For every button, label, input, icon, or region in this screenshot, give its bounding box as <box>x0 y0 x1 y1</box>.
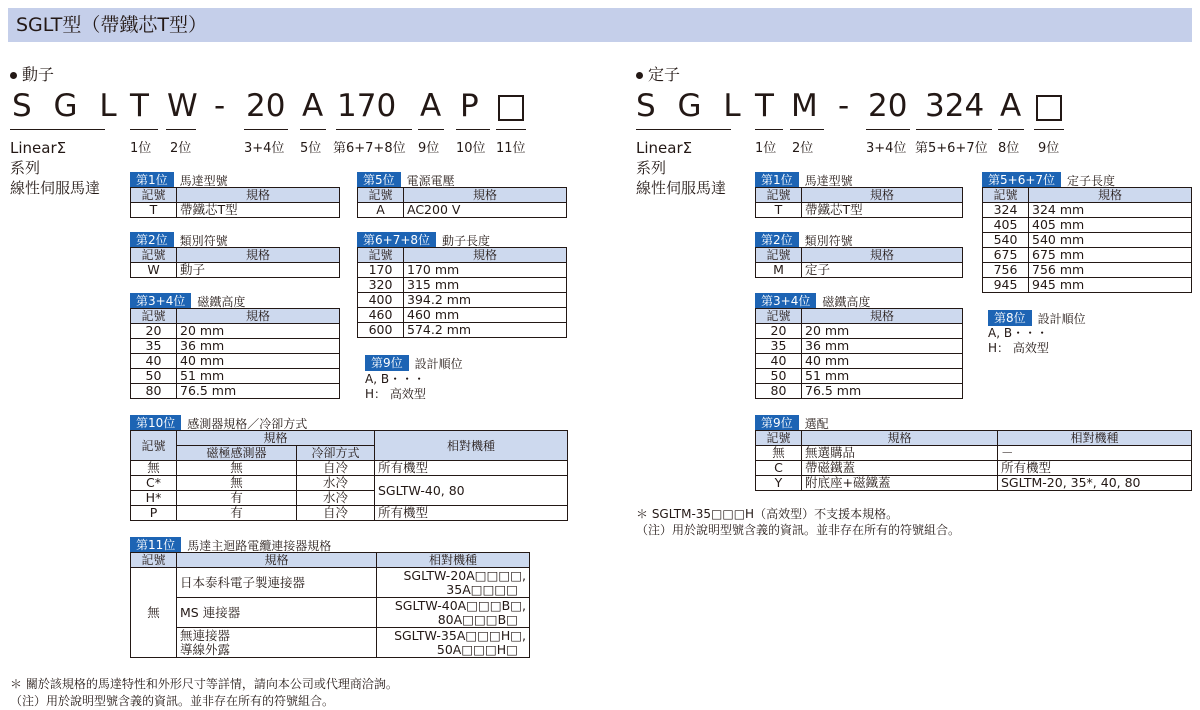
badge: 第6+7+8位 <box>357 232 436 248</box>
table-row: 50 51 mm <box>756 369 963 384</box>
badge: 第2位 <box>130 232 174 248</box>
pos-label-2: 2位 <box>792 141 814 156</box>
table-row: 無連接器 導線外露 SGLTW-35A□□□H□, 50A□□□H□ <box>131 628 530 658</box>
table-pos34: 記號 規格 20 20 mm 35 36 mm 40 40 mm 50 51 mm 80 76.5 mm <box>755 308 963 399</box>
table-row: 80 76.5 mm <box>756 384 963 399</box>
section-label: 動子 <box>22 65 55 84</box>
table-row: 400 394.2 mm <box>358 293 567 308</box>
badge: 第9位 <box>365 355 409 371</box>
footnote-2: （注）用於說明型號含義的資訊。並非存在所有的符號組合。 <box>636 523 961 537</box>
code-pos34: 20 <box>868 88 908 124</box>
badge: 第10位 <box>130 415 181 431</box>
code-pos9-box <box>1036 95 1062 122</box>
pos-label-11: 11位 <box>496 141 526 156</box>
design-order-notes: A, B・・・ H： 高效型 <box>988 326 1049 355</box>
table-row: C 帶磁鐵蓋 所有機型 <box>756 461 1192 476</box>
badge: 第3+4位 <box>755 293 816 309</box>
table-title: 磁鐵高度 <box>822 295 871 309</box>
table-row: 20 20 mm <box>131 324 340 339</box>
table-pos9: 記號 規格 相對機種 無 無選購品 － C 帶磁鐵蓋 所有機型 Y 附底座+磁鐵蓋 SGLTM-20, 35*, 40, 80 <box>755 430 1192 491</box>
table-pos567: 記號 規格 324 324 mm 405 405 mm 540 540 mm 675 675 mm 756 756 mm 945 945 mm <box>982 187 1192 293</box>
code-series: S G L <box>12 88 123 124</box>
page-title: SGLT型（帶鐵芯T型） <box>8 8 1192 42</box>
badge: 第2位 <box>755 232 799 248</box>
table-row: 405 405 mm <box>983 218 1192 233</box>
badge: 第1位 <box>755 172 799 188</box>
badge: 第11位 <box>130 537 181 553</box>
code-pos2: W <box>167 88 198 124</box>
bullet-icon <box>10 72 17 79</box>
table-row: 50 51 mm <box>131 369 340 384</box>
table-title: 類別符號 <box>179 234 228 248</box>
code-pos11-box <box>498 95 524 122</box>
table-title-pos9 <box>365 355 463 372</box>
code-pos5: A <box>302 88 324 124</box>
series-line2: 系列 <box>10 159 41 177</box>
table-row: 675 675 mm <box>983 248 1192 263</box>
series-line3: 線性伺服馬達 <box>10 179 101 197</box>
table-row: 320 315 mm <box>358 278 567 293</box>
table-title: 馬達型號 <box>804 174 853 188</box>
table-pos11: 記號 規格 相對機種 無 日本泰科電子製連接器 SGLTW-20A□□□□, 35A□□□□ MS 連接器 SGLTW-40A□□□B□, 80A□□□B□ 無連接器 導線外露 SGLTW-35A□□□H□, 50A□□□H□ <box>130 552 530 658</box>
table-pos678: 記號 規格 170 170 mm 320 315 mm 400 394.2 mm 460 460 mm 600 574.2 mm <box>357 247 567 338</box>
section-heading-mover <box>10 62 54 85</box>
code-pos10: P <box>460 88 479 124</box>
table-title: 定子長度 <box>1067 174 1116 188</box>
pos-label-10: 10位 <box>456 141 486 156</box>
table-title: 電源電壓 <box>406 174 455 188</box>
pos-label-5: 5位 <box>300 141 322 156</box>
table-row: T 帶鐵芯T型 <box>756 203 963 218</box>
table-row: 756 756 mm <box>983 263 1192 278</box>
table-title: 磁鐵高度 <box>197 295 246 309</box>
table-title: 馬達主迴路電纜連接器規格 <box>187 539 332 553</box>
code-pos9: A <box>420 88 442 124</box>
table-title: 類別符號 <box>804 234 853 248</box>
badge: 第5位 <box>357 172 401 188</box>
table-row: 無 無選購品 － <box>756 446 1192 461</box>
table-title: 馬達型號 <box>179 174 228 188</box>
table-row: 35 36 mm <box>756 339 963 354</box>
pos-label-8: 8位 <box>998 141 1020 156</box>
code-series: S G L <box>636 88 747 124</box>
table-title: 動子長度 <box>442 234 491 248</box>
table-row: 324 324 mm <box>983 203 1192 218</box>
pos-label-9: 9位 <box>418 141 440 156</box>
table-row: MS 連接器 SGLTW-40A□□□B□, 80A□□□B□ <box>131 598 530 628</box>
table-row: 20 20 mm <box>756 324 963 339</box>
table-row: 540 540 mm <box>983 233 1192 248</box>
table-row: 600 574.2 mm <box>358 323 567 338</box>
pos-label-34: 3+4位 <box>244 141 285 156</box>
code-pos567: 324 <box>925 88 985 124</box>
table-row: W 動子 <box>131 263 340 278</box>
table-title: 感測器規格／冷卻方式 <box>187 417 308 431</box>
design-order-notes: A, B・・・ H： 高效型 <box>365 372 426 401</box>
table-row: 40 40 mm <box>756 354 963 369</box>
pos-label-2: 2位 <box>170 141 192 156</box>
table-pos2: 記號 規格 W 動子 <box>130 247 340 278</box>
table-title: 設計順位 <box>414 357 463 371</box>
pos-label-678: 第6+7+8位 <box>333 141 406 156</box>
code-pos8: A <box>1000 88 1022 124</box>
table-title-pos8 <box>988 310 1086 327</box>
footnote-1: ＊ 關於該規格的馬達特性和外形尺寸等詳情，請向本公司或代理商洽詢。 <box>10 677 398 691</box>
table-row: 460 460 mm <box>358 308 567 323</box>
table-row: C* 無 水冷 SGLTW-40, 80 <box>131 476 568 491</box>
table-pos34: 記號 規格 20 20 mm 35 36 mm 40 40 mm 50 51 mm 80 76.5 mm <box>130 308 340 399</box>
pos-label-9: 9位 <box>1038 141 1060 156</box>
table-pos5: 記號 規格 A AC200 V <box>357 187 567 218</box>
series-linear: LinearΣ <box>10 139 67 157</box>
badge: 第3+4位 <box>130 293 191 309</box>
badge: 第1位 <box>130 172 174 188</box>
section-heading-stator <box>636 62 680 85</box>
badge: 第5+6+7位 <box>982 172 1061 188</box>
series-description: LinearΣ 系列 線性伺服馬達 <box>636 139 727 197</box>
section-label: 定子 <box>648 65 681 84</box>
table-row: H* 有 水冷 <box>131 491 568 506</box>
table-row: 80 76.5 mm <box>131 384 340 399</box>
footnote-1: ＊ SGLTM-35□□□H（高效型）不支援本規格。 <box>636 507 899 521</box>
table-title: 選配 <box>804 417 829 431</box>
code-dash: - <box>838 88 850 124</box>
bullet-icon <box>636 72 643 79</box>
table-pos1: 記號 規格 T 帶鐵芯T型 <box>130 187 340 218</box>
code-pos1: T <box>755 88 774 124</box>
code-pos1: T <box>130 88 149 124</box>
pos-label-1: 1位 <box>755 141 777 156</box>
table-row: 35 36 mm <box>131 339 340 354</box>
badge: 第9位 <box>755 415 799 431</box>
table-row: P 有 自冷 所有機型 <box>131 506 568 521</box>
table-row: Y 附底座+磁鐵蓋 SGLTM-20, 35*, 40, 80 <box>756 476 1192 491</box>
pos-label-567: 第5+6+7位 <box>915 141 988 156</box>
table-row: M 定子 <box>756 263 963 278</box>
table-title: 設計順位 <box>1037 312 1086 326</box>
table-row: 無 無 自冷 所有機型 <box>131 461 568 476</box>
table-pos10: 記號 規格 相對機種 磁極感測器 冷卻方式 無 無 自冷 所有機型 C* 無 水冷 SGLTW-40, 80 H* 有 水冷 P 有 自冷 所有機型 <box>130 430 568 521</box>
table-pos2: 記號 規格 M 定子 <box>755 247 963 278</box>
code-dash: - <box>214 88 226 124</box>
table-row: 170 170 mm <box>358 263 567 278</box>
table-pos1: 記號 規格 T 帶鐵芯T型 <box>755 187 963 218</box>
pos-label-34: 3+4位 <box>866 141 907 156</box>
badge: 第8位 <box>988 310 1032 326</box>
table-row: 945 945 mm <box>983 278 1192 293</box>
code-pos2: M <box>791 88 818 124</box>
footnote-2: （注）用於說明型號含義的資訊。並非存在所有的符號組合。 <box>10 694 335 708</box>
pos-label-1: 1位 <box>130 141 152 156</box>
table-row: 無 日本泰科電子製連接器 SGLTW-20A□□□□, 35A□□□□ <box>131 568 530 598</box>
table-row: T 帶鐵芯T型 <box>131 203 340 218</box>
code-pos678: 170 <box>337 88 397 124</box>
code-pos34: 20 <box>246 88 286 124</box>
table-row: 40 40 mm <box>131 354 340 369</box>
series-description <box>10 138 100 198</box>
table-row: A AC200 V <box>358 203 567 218</box>
